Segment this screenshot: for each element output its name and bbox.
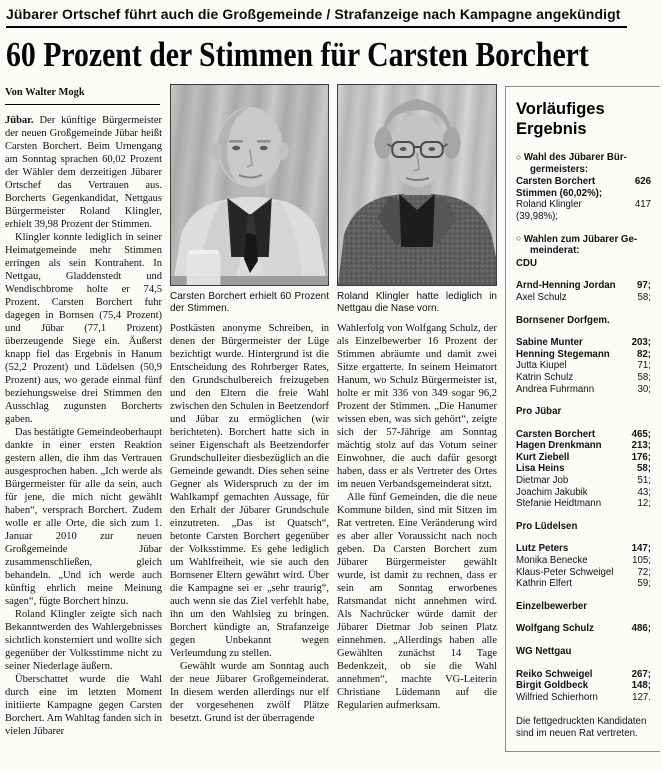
- candidate-row: [516, 475, 651, 487]
- candidate-row: [516, 176, 651, 188]
- candidate-votes: 97;: [636, 280, 651, 292]
- article-paragraph: Roland Klingler zeigte sich nach Bekanntwerden des Wahlergebnisses sichtlich konsterniert und wollte sich gegenüber der Volksstimme nicht zu seiner Niederlage äußern.: [5, 609, 162, 672]
- party-heading: Bornsener Dorfgem.: [516, 314, 610, 326]
- results-box-title: Vorläufiges Ergebnis: [516, 100, 605, 138]
- candidate-votes: 626: [634, 176, 651, 188]
- candidate-name: Carsten Borchert: [516, 428, 596, 440]
- candidate-votes: 12;: [637, 498, 651, 510]
- result-category-heading: ○ Wahlen zum Jübarer Gemeinderat:: [516, 233, 638, 257]
- candidate-row: [516, 452, 651, 464]
- candidate-name: Jutta Kiupel: [516, 360, 567, 372]
- circle-bullet-icon: ○: [516, 233, 522, 244]
- result-section: [516, 406, 651, 510]
- article-body: [5, 84, 660, 772]
- candidate-name: Kathrin Elfert: [516, 578, 572, 590]
- candidate-votes: 71;: [637, 360, 651, 372]
- candidate-row: [516, 349, 651, 361]
- candidate-votes: 82;: [636, 348, 651, 360]
- candidate-name: Carsten Borchert: [516, 176, 596, 188]
- candidate-votes: 72;: [637, 566, 651, 578]
- candidate-name: Katrin Schulz: [516, 371, 574, 383]
- article-paragraph: Wahlerfolg von Wolfgang Schulz, der als Einzelbewerber 16 Prozent der Stimmen abräumte und damit zwei Sitze ergatterte. In seinem Heimatort Hanum, wo Schulz Bürgermeister ist, holte er mit 336 von 349 sogar 96,2 Prozent der Stimmen. „Die Hanumer wissen eben, was sich gehört“, zeigte sich der 57-Jährige am Sonntag mächtig stolz auf das Votum seiner Einwohner, die auch dafür gesorgt haben, dass er als Vertreter des Ortes im neuen Verbandsgemeinderat sitzt.: [337, 323, 497, 490]
- candidate-row: [516, 372, 651, 384]
- article-paragraph: Das bestätigte Gemeindeoberhaupt dankte in einer ersten Reaktion gestern allen, die ihm das Vertrauen ausgesprochen haben. „Ich werde als Bürgermeister für alle da sein, auch für jene, die mich nicht gewählt haben“, versprach Borchert. Zudem wolle er alle Orte, die sich zum 1. Januar 2010 zur neuen Großgemeinde Jübar zusammenschließen, gleich behandeln. „Und ich werde auch künftig ehrlich meine Meinung sagen“, fügte Borchert hinzu.: [5, 427, 162, 607]
- portrait-borchert-illustration: [171, 85, 328, 285]
- candidate-name: Sabine Munter: [516, 337, 583, 349]
- headline: 60 Prozent der Stimmen für Carsten Borchert: [6, 35, 589, 74]
- figure-carsten-borchert: [170, 84, 329, 315]
- candidate-votes: 465;: [631, 428, 651, 440]
- candidate-row: [516, 360, 651, 372]
- candidate-name: Monika Benecke: [516, 555, 588, 567]
- candidate-votes: 417: [634, 199, 651, 211]
- result-section: [516, 234, 651, 304]
- photo-roland-klingler: [337, 84, 497, 286]
- candidate-name: Joachim Jakubik: [516, 486, 588, 498]
- candidate-row: [516, 292, 651, 304]
- candidate-row: [516, 543, 651, 555]
- candidate-name: Dietmar Job: [516, 475, 569, 487]
- candidate-row: [516, 463, 651, 475]
- portrait-klingler-illustration: [338, 85, 496, 285]
- candidate-name: Wilfried Schierhorn: [516, 691, 598, 703]
- candidate-votes: 43;: [637, 486, 651, 498]
- candidate-row: [516, 384, 651, 396]
- article-column-2: [170, 84, 329, 772]
- byline: Von Walter Mogk: [5, 84, 160, 105]
- candidate-votes: 58;: [637, 291, 651, 303]
- candidate-row: [516, 680, 651, 692]
- result-section: [516, 152, 651, 223]
- candidate-votes: 213;: [631, 440, 651, 452]
- candidate-row: [516, 623, 651, 635]
- party-heading: CDU: [516, 257, 537, 269]
- candidate-row: [516, 337, 651, 349]
- circle-bullet-icon: ○: [516, 151, 522, 162]
- result-category-heading: ○ Wahl des Jübarer Bürgermeisters:: [516, 151, 627, 175]
- candidate-votes: 148;: [631, 680, 651, 692]
- candidate-row: [516, 567, 651, 579]
- kicker-line: Jübarer Ortschef führt auch die Großgemeinde / Strafanzeige nach Kampagne angekündigt: [6, 5, 627, 28]
- article-column-1: [5, 84, 162, 772]
- result-section: [516, 646, 651, 703]
- candidate-votes: 58;: [637, 371, 651, 383]
- result-section: [516, 521, 651, 590]
- article-paragraph: Überschattet wurde die Wahl durch eine im letzten Moment initiierte Kampagne gegen Carsten Borchert. Am Wahltag fanden sich in vielen Jübarer: [5, 674, 162, 737]
- article-paragraph: Jübar. Der künftige Bürgermeister der neuen Großgemeinde Jübar heißt Carsten Borchert. Beim Urnengang am Sonntag sprachen 60,02 Prozent der Wähler dem derzeitigen Jübarer Ortschef das Vertrauen aus. Borcherts Gegenkandidat, Nettgaus Bürgermeister Roland Klingler, erhielt 39,98 Prozent der Stimmen.: [5, 115, 162, 230]
- photo-carsten-borchert: [170, 84, 329, 286]
- party-heading: WG Nettgau: [516, 646, 572, 657]
- dateline: Jübar.: [5, 115, 40, 126]
- candidate-votes: 51;: [637, 475, 651, 487]
- results-box: [505, 86, 660, 752]
- candidate-votes: 203;: [631, 337, 651, 349]
- candidate-votes: 486;: [631, 623, 651, 635]
- candidate-name: Reiko Schweigel: [516, 668, 593, 680]
- candidate-votes: 127.: [632, 691, 651, 703]
- candidate-votes: 58;: [636, 463, 651, 475]
- party-heading: Pro Jübar: [516, 406, 562, 418]
- candidate-row: [516, 578, 651, 590]
- result-section: [516, 601, 651, 635]
- photo-caption-klingler: Roland Klingler hatte lediglich in Nettgau die Nase vorn.: [337, 291, 497, 314]
- candidate-row: [516, 669, 651, 681]
- candidate-name: Wolfgang Schulz: [516, 623, 594, 635]
- candidate-votes: 59;: [637, 578, 651, 590]
- article-paragraph: Klingler konnte lediglich in seiner Heimatgemeinde mehr Stimmen erringen als sein Kontrahent. In Nettgau, Gladdenstedt und Wendischbrome holte er 74,5 Prozent. Carsten Borchert fuhr dagegen in Bornsen (75,4 Prozent) und Jübar (77,1 Prozent) überzeugende Siege ein. Äußerst knapp fiel das Ergebnis in Hanum (52,2 Prozent) und Lüdelsen (50,9 Prozent) aus, wo gerade einmal fünf beziehungsweise drei Stimmen den Ausschlag zugunsten Borcherts gaben.: [5, 232, 162, 425]
- candidate-extra: Stimmen (60,02%);: [516, 187, 603, 199]
- candidate-name: Henning Stegemann: [516, 348, 610, 360]
- candidate-row: [516, 555, 651, 567]
- candidate-name: Andrea Fuhrmann: [516, 383, 595, 395]
- candidate-row: [516, 280, 651, 292]
- candidate-row: [516, 692, 651, 704]
- candidate-row: [516, 498, 651, 510]
- candidate-votes: 147;: [631, 543, 651, 555]
- article-column-3: [337, 84, 497, 772]
- candidate-votes: 176;: [631, 451, 651, 463]
- article-paragraph: Alle fünf Gemeinden, die die neue Kommune bilden, sind mit Sitzen im Rat vertreten. Eine Veränderung wird es aber aller Voraussicht nach noch geben. Da Carsten Borchert zum Jübarer Bürgermeister gewählt wurde, ist damit zu rechnen, dass er sein am Sonntag erworbenes Ratsmandat nicht annehmen wird. Als Nachrücker würde damit der Jübarer Dietmar Job seinen Platz einnehmen. „Allerdings haben alle Gewählten zunächst 14 Tage Bedenkzeit, ob sie die Wahl annehmen“, machte VG-Leiterin Christiane Lüdemann auf die Regularien aufmerksam.: [337, 492, 497, 711]
- candidate-name: Hagen Drenkmann: [516, 440, 602, 452]
- article-paragraph: Gewählt wurde am Sonntag auch der neue Jübarer Großgemeinderat. In diesem werden allerdings nur elf der vorgesehenen zwölf Plätze besetzt. Grund ist der überragende: [170, 661, 329, 724]
- candidate-name: Arnd-Henning Jordan: [516, 280, 616, 292]
- results-footnote: Die fettgedruckten Kandidaten sind im neuen Rat vertreten.: [516, 716, 647, 740]
- figure-roland-klingler: [337, 84, 497, 315]
- candidate-row: [516, 440, 651, 452]
- candidate-row: [516, 487, 651, 499]
- candidate-name: Stefanie Heidtmann: [516, 498, 602, 510]
- candidate-name: Roland Klingler: [516, 199, 582, 211]
- article-paragraph: Postkästen anonyme Schreiben, in denen der Bürgermeister der Lüge bezichtigt wurde. Hintergrund ist die Entscheidung des Rohrberger Rates, den Grundschulbereich freizugeben und den Eltern die freie Wahl zwischen den Schulen in Beetzendorf und Jübar zu ermöglichen (wir berichteten). Borchert hatte sich in seiner Eigenschaft als Beetzendorfer Grundschulleiter diesbezüglich an die Gemeinde gewandt. Dies sehen seine Gegner als Widerspruch zu der im Wahlkampf gemachten Aussage, für den Erhalt der Jübarer Grundschule einzutreten. „Das ist Quatsch“, betonte Carsten Borchert gegenüber der Volksstimme. Es gehe lediglich um Wahlfreiheit, wie sie auch den Bornsener Eltern gewährt wird. Über die Kampagne sei er „sehr traurig“, auch wenn sie das Ziel verfehlt habe, ihn um den Wahlsieg zu bringen. Borchert kündigte an, Strafanzeige gegen Unbekannt wegen Verleumdung zu stellen.: [170, 323, 329, 659]
- photo-caption-borchert: Carsten Borchert erhielt 60 Prozent der Stimmen.: [170, 291, 329, 314]
- candidate-votes: 267;: [631, 668, 651, 680]
- candidate-votes: 105;: [632, 555, 651, 567]
- candidate-name: Klaus-Peter Schweigel: [516, 566, 614, 578]
- candidate-votes: 30;: [637, 383, 651, 395]
- party-heading: Einzelbewerber: [516, 600, 588, 612]
- candidate-name: Lutz Peters: [516, 543, 569, 555]
- candidate-name: Axel Schulz: [516, 291, 567, 303]
- candidate-row: [516, 199, 651, 211]
- candidate-extra: (39,98%);: [516, 210, 558, 222]
- candidate-name: Lisa Heins: [516, 463, 565, 475]
- results-sections: [516, 152, 651, 703]
- candidate-row: [516, 429, 651, 441]
- candidate-name: Birgit Goldbeck: [516, 680, 589, 692]
- candidate-name: Kurt Ziebell: [516, 451, 570, 463]
- party-heading: Pro Lüdelsen: [516, 520, 578, 532]
- result-section: [516, 315, 651, 396]
